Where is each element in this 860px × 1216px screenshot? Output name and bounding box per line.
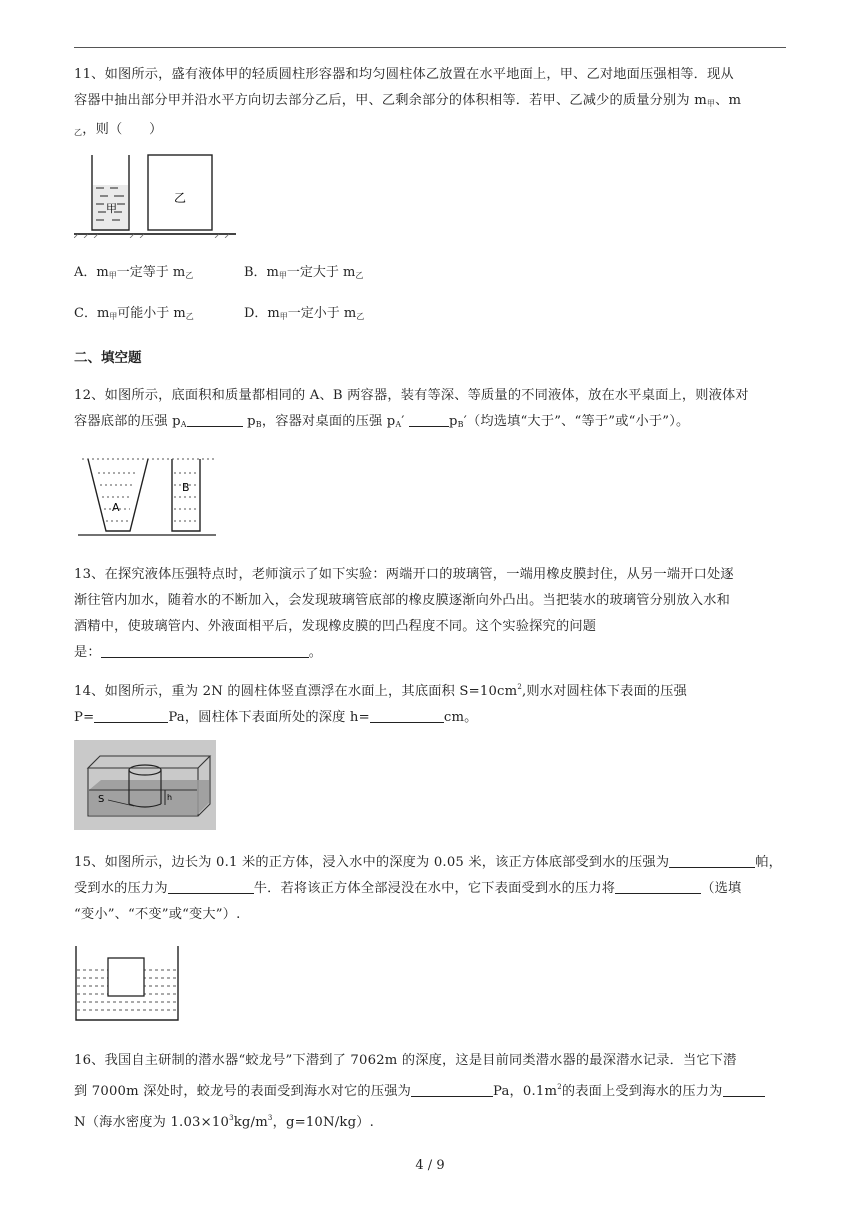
header-rule [74,47,786,48]
section-title: 二、填空题 [74,350,142,366]
label-a: A [112,501,120,514]
q14-figure [74,740,216,830]
water [89,780,209,815]
question-13 [74,562,786,666]
question-11 [74,62,786,146]
q14-line-2: P= Pa，圆柱体下表面所处的深度 h= cm。 [74,710,478,725]
q13-line-4: 是： 。 [74,645,323,660]
q11-line-1: 11、如图所示，盛有液体甲的轻质圆柱形容器和均匀圆柱体乙放置在水平地面上，甲、乙对地面压强相等．现从 [74,67,734,82]
q12-line-2: 容器底部的压强 $p_A$ $p_B$，容器对桌面的压强 $p_A'$ $p_B'$（均选填“大于”、“等于”或“小于”）。 [74,414,690,429]
q15-blank-3[interactable] [615,879,701,894]
q11-figure [74,150,238,238]
q14-blank-2[interactable] [370,708,444,723]
q15-blank-2[interactable] [168,879,254,894]
option-d[interactable]: D．$m_甲$一定小于 $m_乙$ [244,306,365,321]
q15-blank-1[interactable] [669,853,755,868]
q11-line-2: 容器中抽出部分甲并沿水平方向切去部分乙后，甲、乙剩余部分的体积相等．若甲、乙减少的质量分别为 $m_甲$、m [74,93,742,108]
q13-line-1: 13、在探究液体压强特点时，老师演示了如下实验：两端开口的玻璃管，一端用橡皮膜封住，从另一端开口处逐 [74,567,734,582]
q16-blank-1[interactable] [411,1082,493,1097]
q12-line-1: 12、如图所示，底面积和质量都相同的 A、B 两容器，装有等深、等质量的不同液体，放在水平桌面上，则液体对 [74,388,749,403]
option-a[interactable]: A．$m_甲$一定等于 $m_乙$ [74,265,194,280]
label-yi: 乙 [174,191,187,205]
container-b [172,459,200,531]
q13-blank[interactable] [101,643,309,658]
q14-line-1: 14、如图所示，重为 2N 的圆柱体竖直漂浮在水面上，其底面积 $S=10cm^2$,则水对圆柱体下表面的压强 [74,683,688,699]
q12-blank-1[interactable] [187,412,243,427]
q12-blank-2[interactable] [409,412,449,427]
option-c[interactable]: C．$m_甲$可能小于 $m_乙$ [74,306,194,321]
q13-line-3: 酒精中，使玻璃管内、外液面相平后，发现橡皮膜的凹凸程度不同。这个实验探究的问题 [74,619,597,634]
q16-line-1: 16、我国自主研制的潜水器“蛟龙号”下潜到了 7062m 的深度，这是目前同类潜水器的最深潜水记录．当它下潜 [74,1053,737,1068]
q15-line-1: 15、如图所示，边长为 0.1 米的正方体，浸入水中的深度为 0.05 米，该正方体底部受到水的压强为 帕， [74,855,782,870]
label-s: S [98,794,105,805]
question-14 [74,674,786,731]
option-b[interactable]: B．$m_甲$一定大于 $m_乙$ [244,265,364,280]
label-jia: 甲 [106,202,117,215]
question-16 [74,1048,786,1136]
q16-line-2: 到 7000m 深处时，蛟龙号的表面受到海水对它的压强为 Pa，$0.1m^2$的表面上受到海水的压力为 [74,1074,786,1105]
q13-line-2: 渐往管内加水，随着水的不断加入，会发现玻璃管底部的橡皮膜逐渐向外凸出。当把装水的玻璃管分别放入水和 [74,593,730,608]
q15-line-2: 受到水的压力为 牛．若将该正方体全部浸没在水中，它下表面受到水的压力将 （选填 [74,881,742,896]
q15-figure [74,944,180,1024]
container-a [88,459,148,531]
q16-blank-2[interactable] [723,1082,765,1097]
q12-figure [74,455,220,543]
page-number: 4 / 9 [415,1158,445,1173]
label-b: B [182,481,190,494]
q11-line-3: $_乙$，则（ ） [74,122,163,137]
q15-line-3: “变小”、“不变”或“变大”）. [74,907,241,922]
cube [108,958,144,996]
label-h: h [167,793,173,802]
question-15 [74,850,786,928]
q16-line-3: N（海水密度为 $1.03\times 10^3kg/m^3$，g=10N/kg）. [74,1114,375,1130]
q14-blank-1[interactable] [94,708,168,723]
question-12 [74,383,786,438]
